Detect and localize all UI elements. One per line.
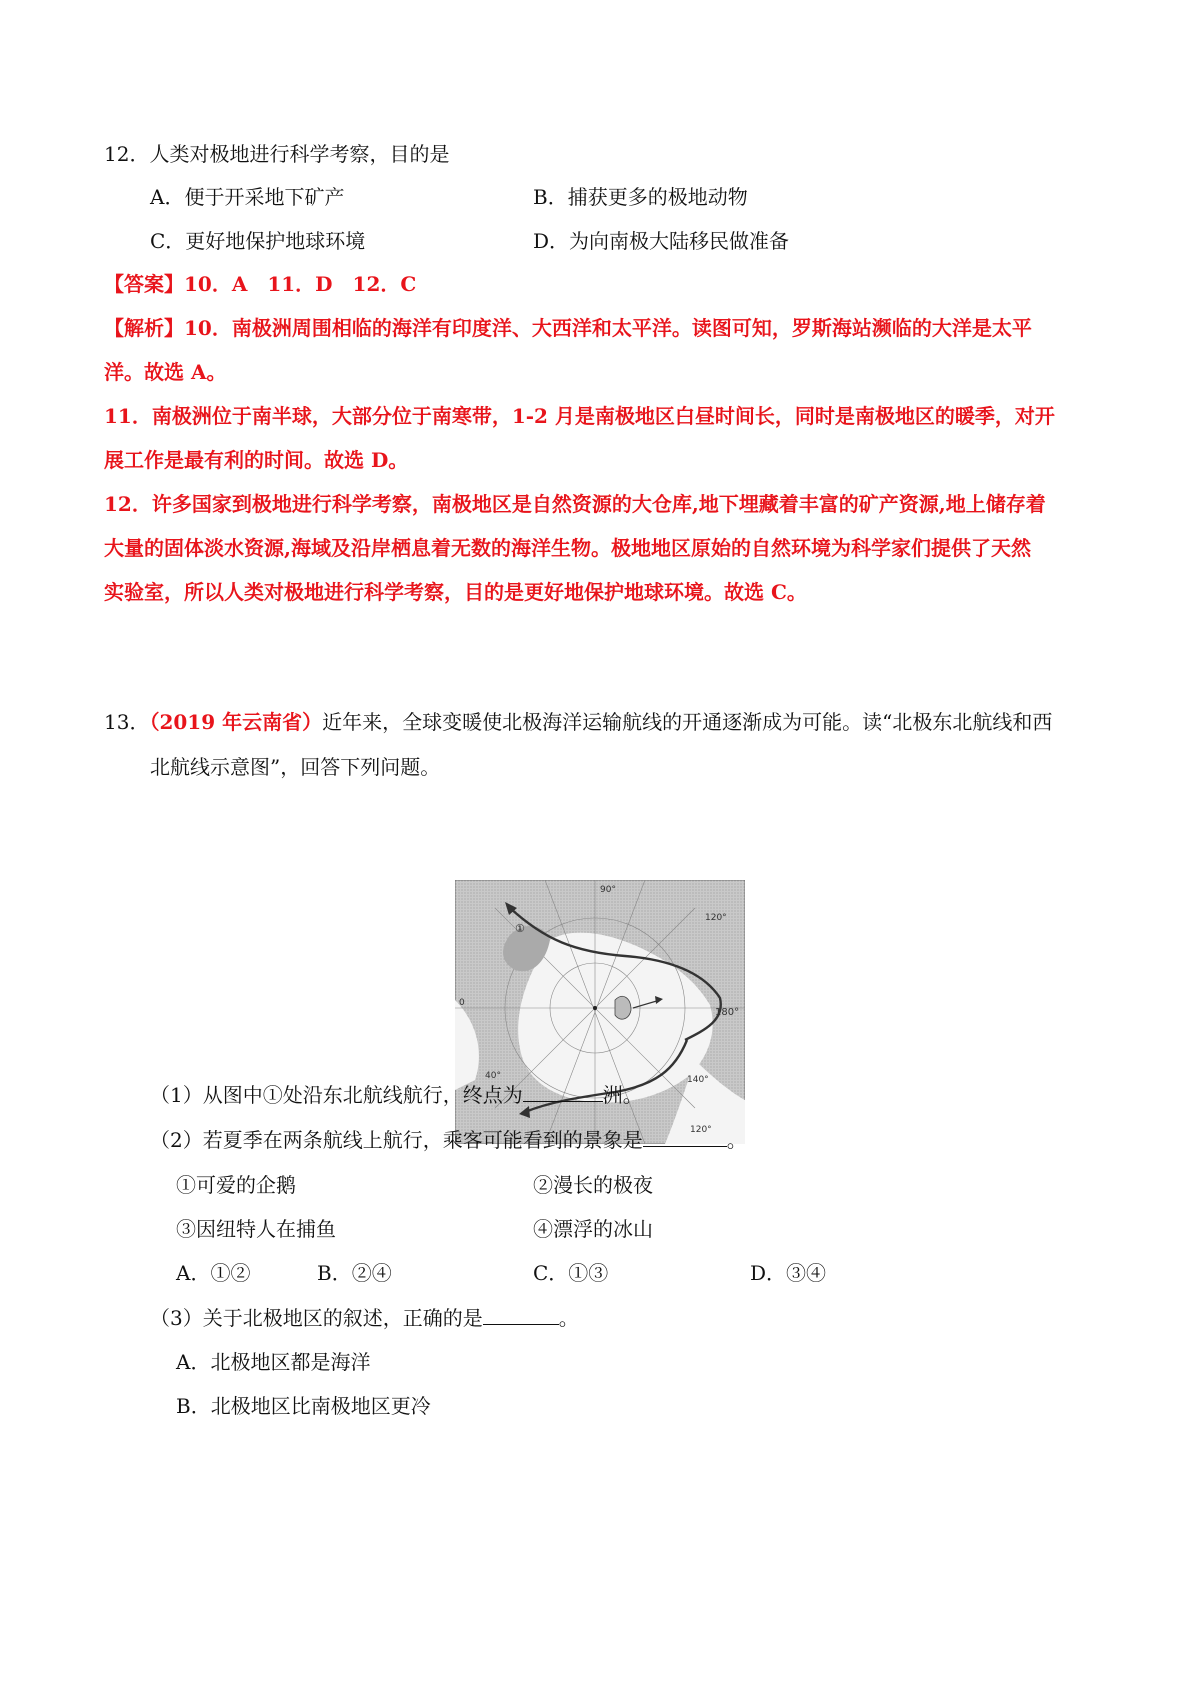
q13-sub2-item-2: ②漫长的极夜 xyxy=(533,1173,653,1197)
q13-sub3 xyxy=(150,1304,579,1332)
q13-sub1-text: （1）从图中①处沿东北航线航行，终点为 xyxy=(150,1083,523,1107)
analysis-line-1 xyxy=(104,314,1032,342)
analysis-label: 【解析】 xyxy=(104,316,184,340)
q12-option-c: C．更好地保护地球环境 xyxy=(150,229,366,253)
map-label-140: 140° xyxy=(687,1075,709,1085)
map-marker-1: ① xyxy=(515,922,525,935)
q12-option-a: A．便于开采地下矿产 xyxy=(150,185,345,209)
wrangel-island xyxy=(615,996,631,1019)
q12-option-b: B．捕获更多的极地动物 xyxy=(533,185,748,209)
q13-stem-line1 xyxy=(104,708,1052,736)
map-label-180: 180° xyxy=(715,1007,740,1018)
q13-sub2-choice-c: C．①③ xyxy=(533,1261,609,1285)
analysis-p12-line1: 12．许多国家到极地进行科学考察，南极地区是自然资源的大仓库,地下埋藏着丰富的矿产资源,地上储存着 xyxy=(104,492,1046,516)
analysis-p10-line2: 洋。故选 A。 xyxy=(104,360,227,384)
q13-source: （2019 年云南省） xyxy=(149,710,323,734)
map-label-120-top: 120° xyxy=(705,913,727,923)
map-label-120-bottom: 120° xyxy=(690,1125,712,1135)
q13-sub1-suffix: 洲。 xyxy=(602,1083,643,1107)
q12-option-d: D．为向南极大陆移民做准备 xyxy=(533,229,790,253)
q13-sub2-blank[interactable] xyxy=(643,1126,727,1147)
answer-text: 10．A 11．D 12．C xyxy=(184,272,417,296)
q13-sub1 xyxy=(150,1081,643,1109)
q13-stem-line2: 北航线示意图”，回答下列问题。 xyxy=(150,755,441,779)
map-label-0: 0 xyxy=(459,998,465,1008)
q13-sub3-text: （3）关于北极地区的叙述，正确的是 xyxy=(150,1306,483,1330)
q13-sub2 xyxy=(150,1126,747,1154)
q13-sub2-text: （2）若夏季在两条航线上航行，乘客可能看到的景象是 xyxy=(150,1128,643,1152)
q13-sub1-blank[interactable] xyxy=(523,1081,603,1102)
answer-label: 【答案】 xyxy=(104,272,184,296)
q13-sub3-suffix: 。 xyxy=(558,1306,579,1330)
map-label-90: 90° xyxy=(600,885,616,895)
answer-line xyxy=(104,270,416,298)
analysis-p12-line3: 实验室，所以人类对极地进行科学考察，目的是更好地保护地球环境。故选 C。 xyxy=(104,580,807,604)
q12-stem: 12．人类对极地进行科学考察，目的是 xyxy=(104,142,450,166)
q13-sub3-option-b: B．北极地区比南极地区更冷 xyxy=(176,1394,431,1418)
q13-sub2-choice-b: B．②④ xyxy=(317,1261,392,1285)
analysis-p11-line2: 展工作是最有利的时间。故选 D。 xyxy=(104,448,409,472)
q13-sub2-item-1: ①可爱的企鹅 xyxy=(176,1173,296,1197)
q13-sub2-choice-d: D．③④ xyxy=(750,1261,827,1285)
analysis-p10-line1: 10．南极洲周围相临的海洋有印度洋、大西洋和太平洋。读图可知，罗斯海站濒临的大洋是太平 xyxy=(184,316,1032,340)
q13-sub3-blank[interactable] xyxy=(483,1304,559,1325)
map-label-40: 40° xyxy=(485,1071,501,1081)
q13-sub2-item-4: ④漂浮的冰山 xyxy=(533,1217,653,1241)
q13-stem-text: 近年来，全球变暖使北极海洋运输航线的开通逐渐成为可能。读“北极东北航线和西 xyxy=(322,710,1053,734)
q13-number: 13． xyxy=(104,710,150,734)
q13-sub2-item-3: ③因纽特人在捕鱼 xyxy=(176,1217,336,1241)
north-pole-dot xyxy=(593,1006,597,1010)
analysis-p11-line1: 11．南极洲位于南半球，大部分位于南寒带，1-2 月是南极地区白昼时间长，同时是南极地区的暖季，对开 xyxy=(104,404,1055,428)
q13-sub2-choice-a: A．①② xyxy=(176,1261,251,1285)
q13-sub3-option-a: A．北极地区都是海洋 xyxy=(176,1350,371,1374)
q13-sub2-suffix: 。 xyxy=(726,1128,747,1152)
analysis-p12-line2: 大量的固体淡水资源,海域及沿岸栖息着无数的海洋生物。极地地区原始的自然环境为科学家们提供了天然 xyxy=(104,536,1031,560)
